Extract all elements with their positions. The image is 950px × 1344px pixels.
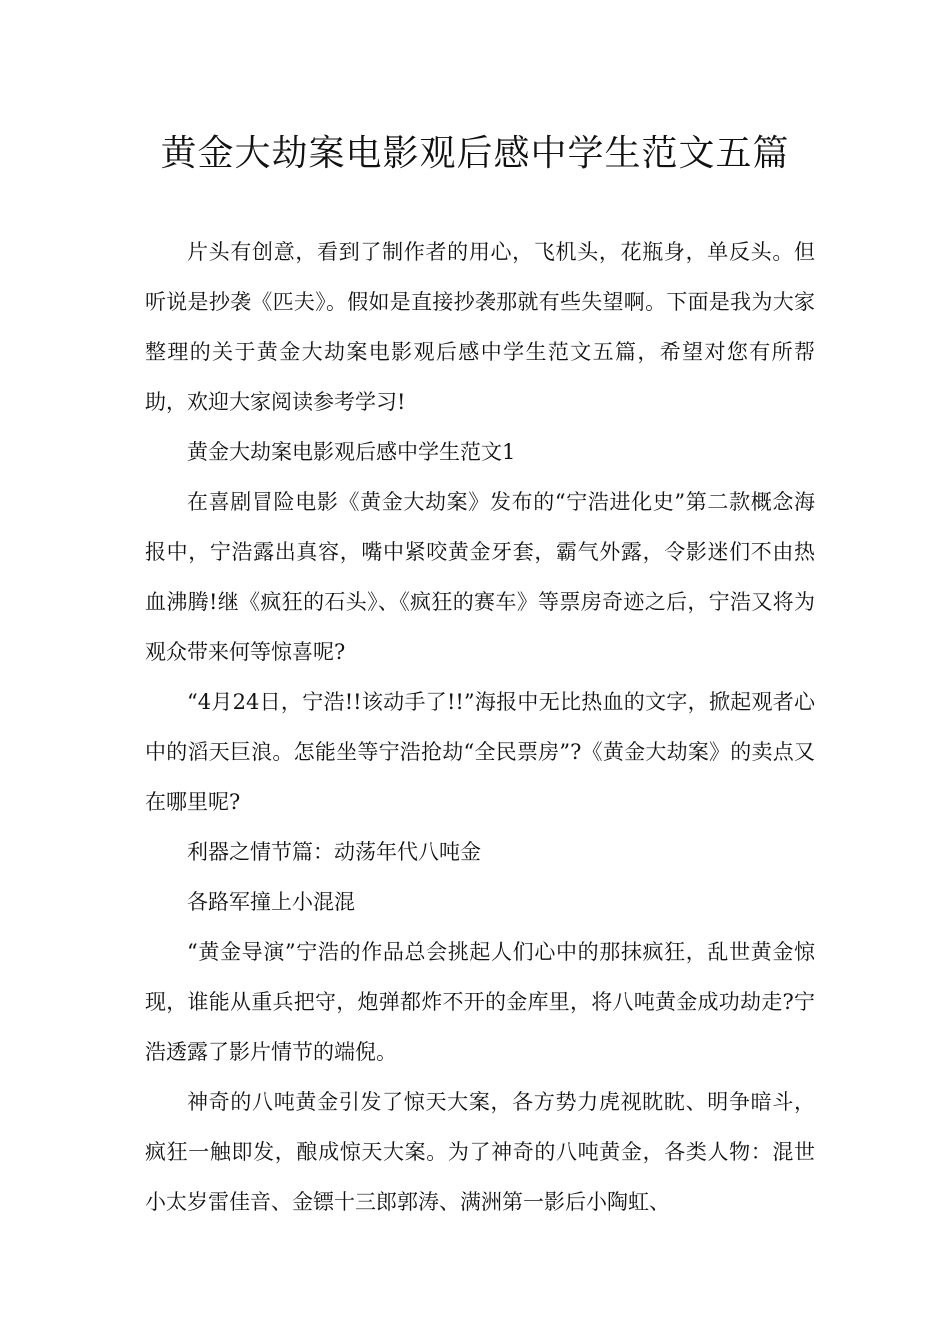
subheading-plot: 利器之情节篇：动荡年代八吨金 <box>187 840 481 864</box>
section-heading-1: 黄金大劫案电影观后感中学生范文1 <box>187 440 516 464</box>
body-paragraph: “黄金导演”宁浩的作品总会挑起人们心中的那抹疯狂，乱世黄金惊现，谁能从重兵把守，炮弹都炸不开的金库里，将八吨黄金成功劫走?宁浩透露了影片情节的端倪。 <box>145 940 815 1064</box>
intro-paragraph: 片头有创意，看到了制作者的用心，飞机头，花瓶身，单反头。但听说是抄袭《匹夫》。假如是直接抄袭那就有些失望啊。下面是我为大家整理的关于黄金大劫案电影观后感中学生范文五篇，希望对您有所帮助，欢迎大家阅读参考学习! <box>145 240 815 414</box>
document-body <box>145 227 815 1227</box>
document-title: 黄金大劫案电影观后感中学生范文五篇 <box>160 133 790 174</box>
body-paragraph: 神奇的八吨黄金引发了惊天大案，各方势力虎视眈眈、明争暗斗，疯狂一触即发，酿成惊天大案。为了神奇的八吨黄金，各类人物：混世小太岁雷佳音、金镖十三郎郭涛、满洲第一影后小陶虹、 <box>145 1090 815 1214</box>
body-paragraph: 在喜剧冒险电影《黄金大劫案》发布的“宁浩进化史”第二款概念海报中，宁浩露出真容，嘴中紧咬黄金牙套，霸气外露，令影迷们不由热血沸腾!继《疯狂的石头》、《疯狂的赛车》等票房奇迹之后，宁浩又将为观众带来何等惊喜呢? <box>145 490 815 664</box>
subheading-plot-line2: 各路军撞上小混混 <box>187 890 355 914</box>
body-paragraph: “4月24日，宁浩!!该动手了!!”海报中无比热血的文字，掀起观者心中的滔天巨浪。怎能坐等宁浩抢劫“全民票房”?《黄金大劫案》的卖点又在哪里呢? <box>145 690 815 814</box>
